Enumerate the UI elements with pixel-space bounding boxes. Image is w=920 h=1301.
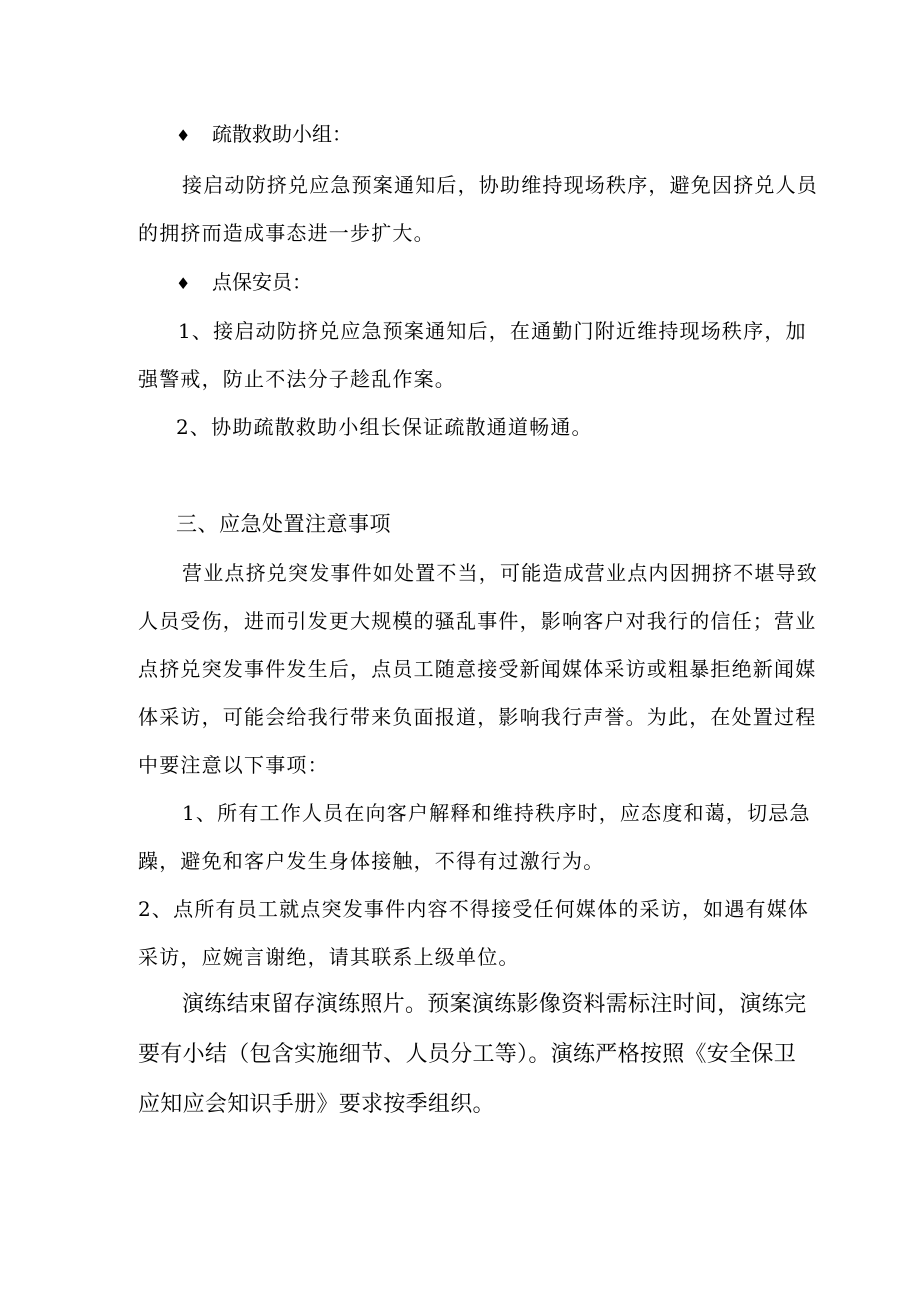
section-heading-3: 三、应急处置注意事项 [176,512,391,536]
evac-team-title: 疏散救助小组： [212,122,352,146]
notes-para-line-2: 人员受伤，进而引发更大规模的骚乱事件，影响客户对我行的信任；营业 [138,609,817,633]
notes-para-line-4: 体采访，可能会给我行带来负面报道，影响我行声誉。为此，在处置过程 [138,705,817,729]
notes-item1-line-2: 躁，避免和客户发生身体接触，不得有过激行为。 [138,849,605,873]
evac-para-line-1: 接启动防挤兑应急预案通知后，协助维持现场秩序，避免因挤兑人员 [182,173,818,197]
closing-line-1: 演练结束留存演练照片。预案演练影像资料需标注时间，演练完 [182,992,807,1017]
guard-item1-line-1: 1、接启动防挤兑应急预案通知后，在通勤门附近维持现场秩序，加 [178,319,807,343]
guard-item1-line-2: 强警戒，防止不法分子趁乱作案。 [138,367,456,391]
closing-line-2: 要有小结（包含实施细节、人员分工等）。演练严格按照《安全保卫 [138,1042,797,1067]
notes-item2-line-2: 采访，应婉言谢绝，请其联系上级单位。 [138,945,520,969]
diamond-icon: ♦ [176,126,191,145]
notes-para-line-1: 营业点挤兑突发事件如处置不当，可能造成营业点内因拥挤不堪导致 [182,561,818,585]
security-guard-title: 点保安员： [212,270,312,294]
evac-para-line-2: 的拥挤而造成事态进一步扩大。 [138,221,435,245]
notes-item1-line-1: 1、所有工作人员在向客户解释和维持秩序时，应态度和蔼，切忌急 [182,801,811,825]
bullet-evac-team [176,119,352,151]
bullet-security-guard [176,267,312,299]
diamond-icon: ♦ [176,274,191,293]
notes-para-line-5: 中要注意以下事项： [138,753,329,777]
closing-line-3: 应知应会知识手册》要求按季组织。 [138,1092,495,1117]
notes-item2-line-1: 2、点所有员工就点突发事件内容不得接受任何媒体的采访，如遇有媒体 [138,897,810,921]
notes-para-line-3: 点挤兑突发事件发生后，点员工随意接受新闻媒体采访或粗暴拒绝新闻媒 [138,657,817,681]
guard-item2: 2、协助疏散救助小组长保证疏散通道畅通。 [176,415,593,439]
